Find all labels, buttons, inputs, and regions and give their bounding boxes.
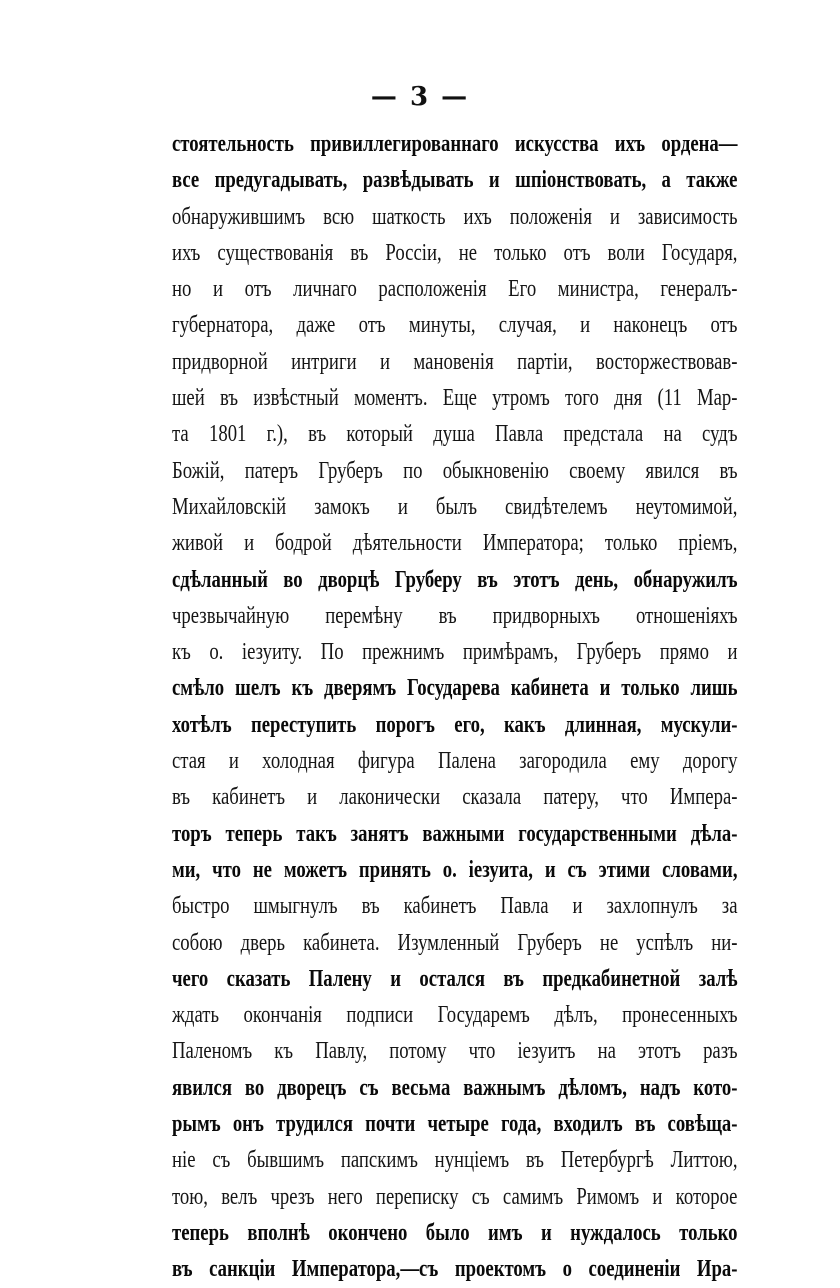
text-line: быстро шмыгнулъ въ кабинетъ Павла и захлопнулъ за (172, 893, 738, 920)
text-line: тою, велъ чрезъ него переписку съ самимъ Римомъ и которое (172, 1183, 738, 1210)
text-line: Божій, патеръ Груберъ по обыкновенію своему явился въ (172, 457, 738, 484)
text-line: обнаружившимъ всю шаткость ихъ положенія и зависимость (172, 203, 738, 230)
text-line: смѣло шелъ къ дверямъ Государева кабинета и только лишь (172, 675, 738, 702)
text-line: придворной интриги и мановенія партіи, восторжествовав- (172, 348, 738, 375)
text-line: ждать окончанія подписи Государемъ дѣлъ, пронесенныхъ (172, 1002, 738, 1029)
text-line: въ кабинетъ и лаконически сказала патеру, что Импера- (172, 784, 738, 811)
text-line: все предугадывать, развѣдывать и шпіонствовать, а также (172, 167, 738, 194)
text-line: теперь вполнѣ окончено было имъ и нуждалось только (172, 1219, 738, 1246)
text-line: сдѣланный во дворцѣ Груберу въ этотъ день, обнаружилъ (172, 566, 738, 593)
text-line: Михайловскій замокъ и былъ свидѣтелемъ неутомимой, (172, 493, 738, 520)
text-line: собою дверь кабинета. Изумленный Груберъ не успѣлъ ни- (172, 929, 738, 956)
text-line: губернатора, даже отъ минуты, случая, и наконецъ отъ (172, 312, 738, 339)
text-line: Паленомъ къ Павлу, потому что іезуитъ на этотъ разъ (172, 1038, 738, 1065)
text-line: шей въ извѣстный моментъ. Еще утромъ того дня (11 Мар- (172, 385, 738, 412)
text-line: торъ теперь такъ занятъ важными государственными дѣла- (172, 820, 738, 847)
text-line: ніе съ бывшимъ папскимъ нунціемъ въ Петербургѣ Литтою, (172, 1147, 738, 1174)
body-text (172, 126, 738, 1288)
text-line: ихъ существованія въ Россіи, не только отъ воли Государя, (172, 239, 738, 266)
text-line: въ санкціи Императора,—съ проектомъ о соединеніи Ира- (172, 1256, 738, 1283)
text-line: та 1801 г.), въ который душа Павла предстала на судъ (172, 421, 738, 448)
text-line: но и отъ личнаго расположенія Его министра, генералъ- (172, 276, 738, 303)
text-line: рымъ онъ трудился почти четыре года, входилъ въ совѣща- (172, 1111, 738, 1138)
text-line: чего сказать Палену и остался въ предкабинетной залѣ (172, 965, 738, 992)
text-line: ми, что не можетъ принять о. іезуита, и съ этими словами, (172, 856, 738, 883)
text-line: живой и бодрой дѣятельности Императора; только пріемъ, (172, 530, 738, 557)
text-line: чрезвычайную перемѣну въ придворныхъ отношеніяхъ (172, 602, 738, 629)
text-line: къ о. іезуиту. По прежнимъ примѣрамъ, Груберъ прямо и (172, 639, 738, 666)
page-number: — 3 — (370, 82, 470, 112)
text-line: стоятельность привиллегированнаго искусства ихъ ордена— (172, 131, 738, 157)
text-line: стая и холодная фигура Палена загородила ему дорогу (172, 748, 738, 775)
text-line: хотѣлъ переступить порогъ его, какъ длинная, мускули- (172, 711, 738, 738)
text-line: явился во дворецъ съ весьма важнымъ дѣломъ, надъ кото- (172, 1074, 738, 1101)
